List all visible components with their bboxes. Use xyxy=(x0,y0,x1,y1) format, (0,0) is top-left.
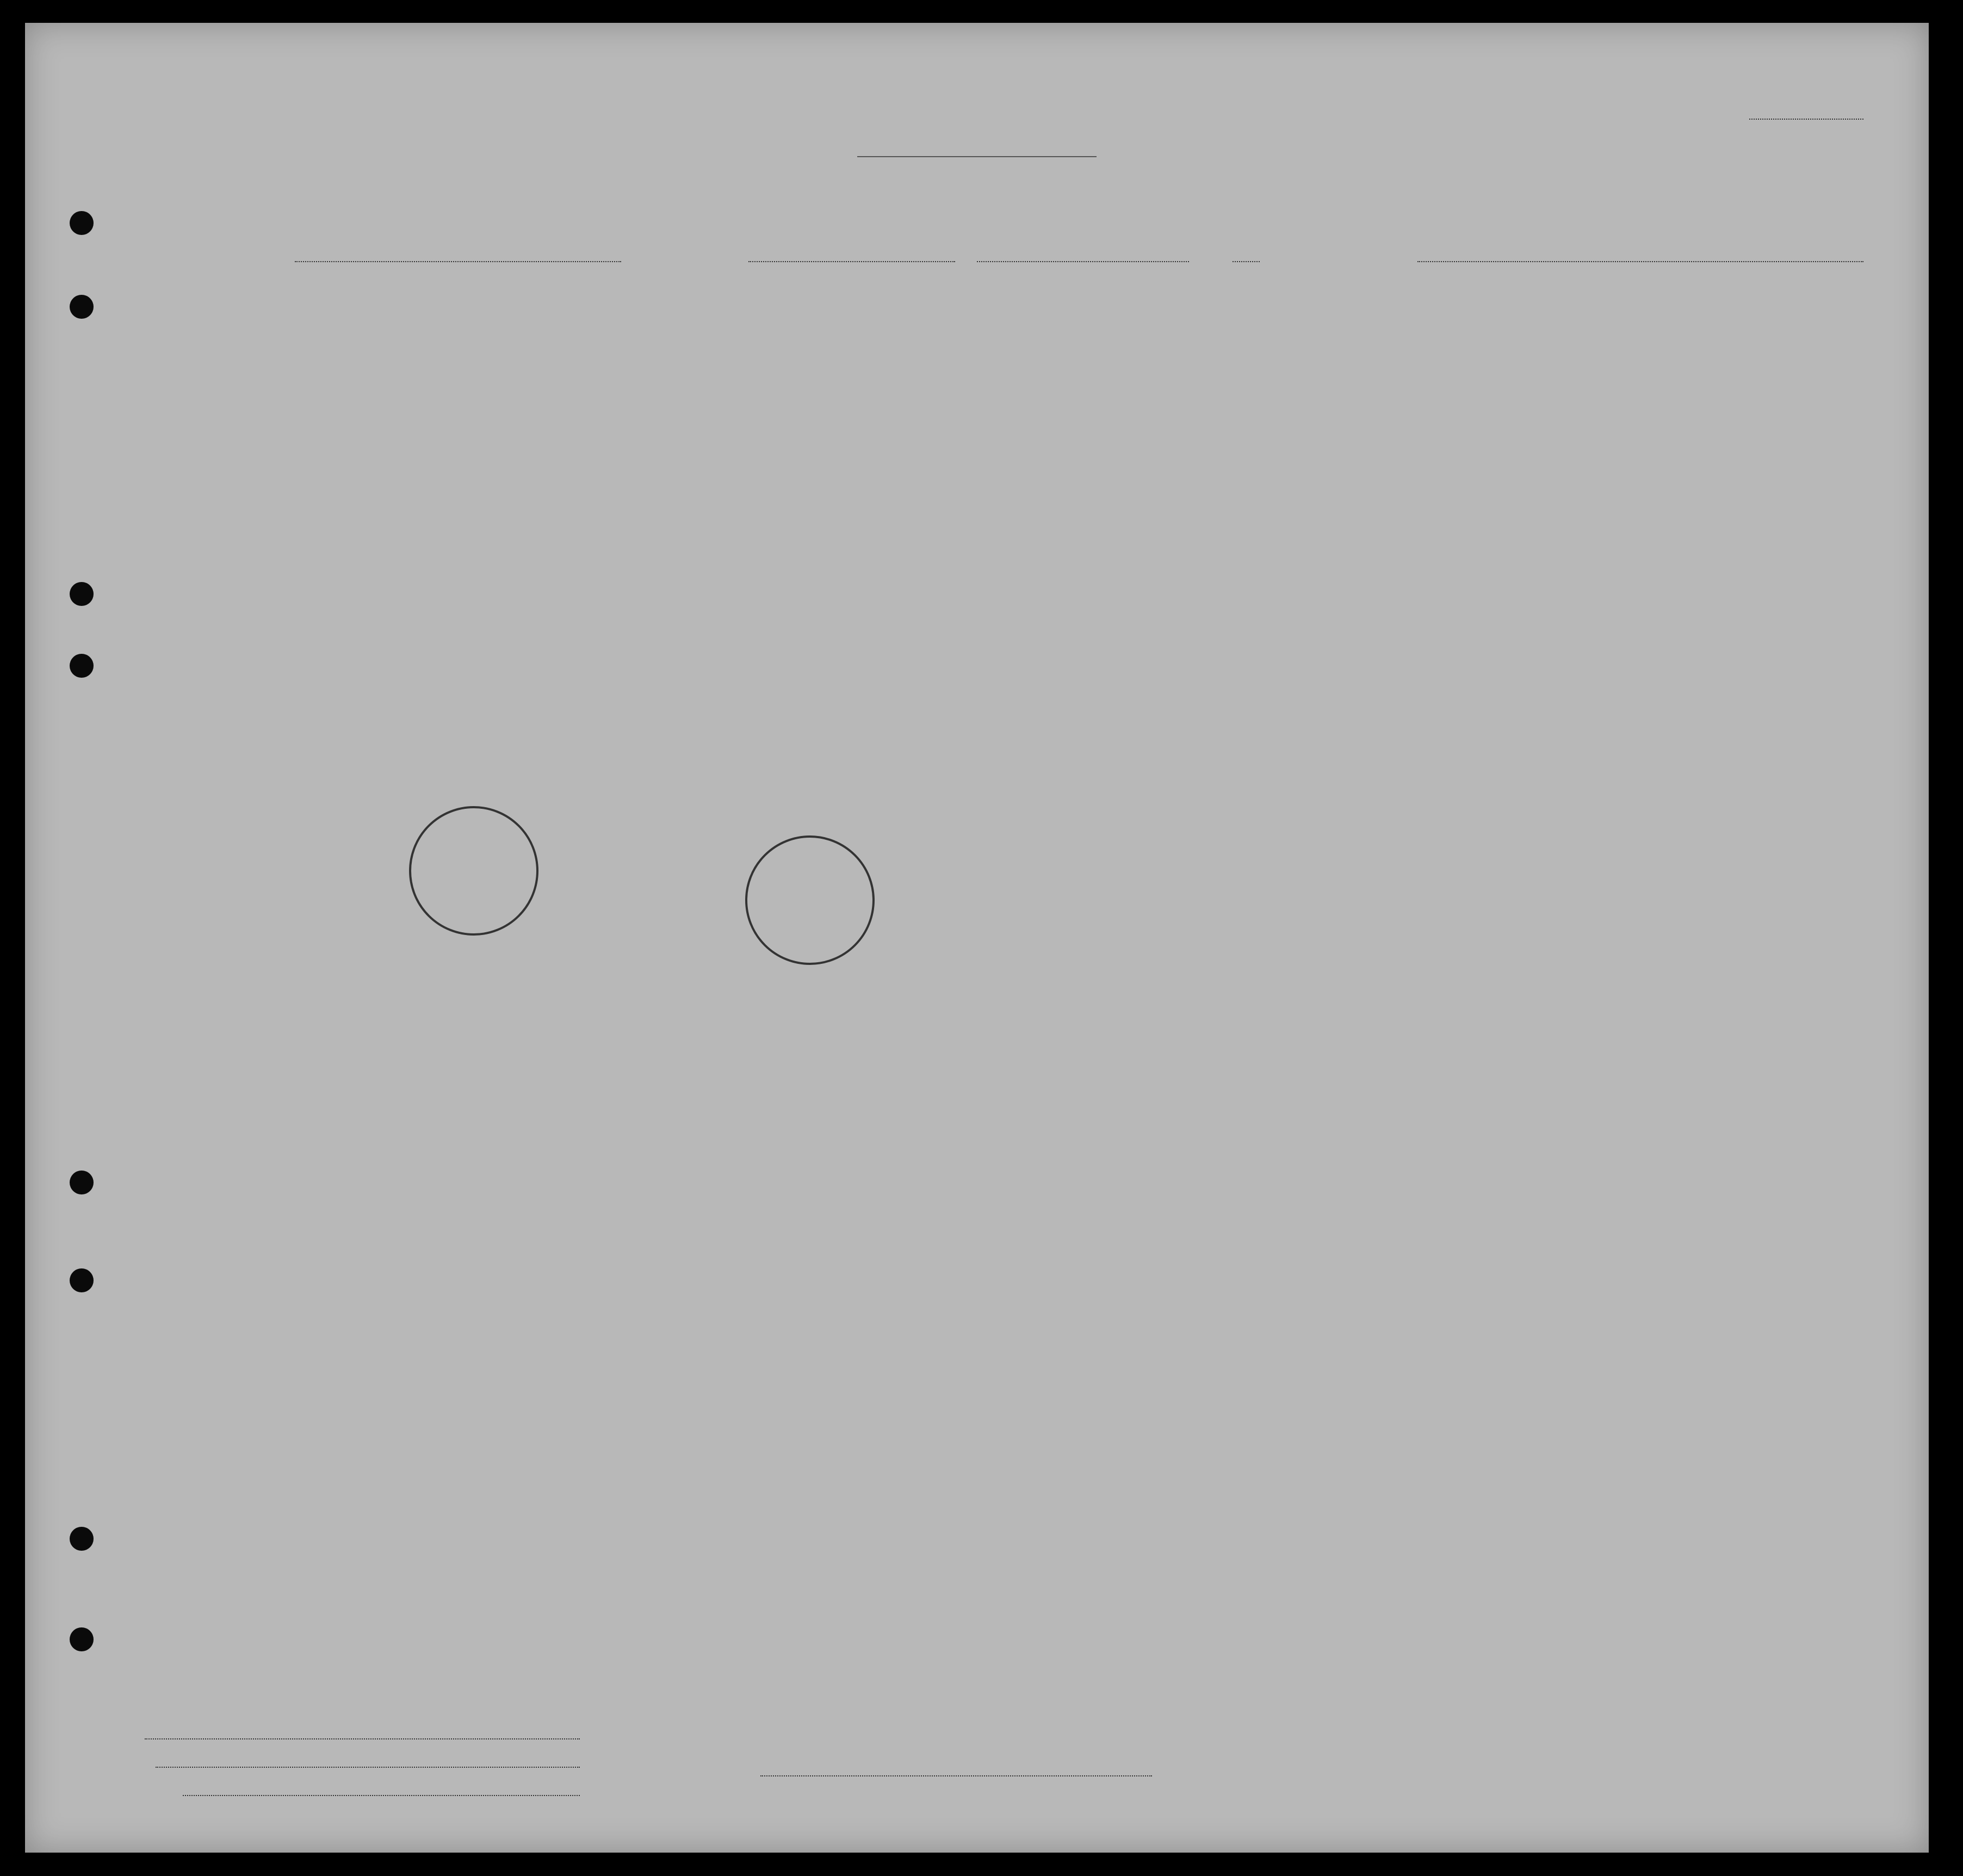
official-stamp xyxy=(745,835,875,965)
punch-hole xyxy=(70,1527,94,1551)
punch-hole xyxy=(70,1171,94,1194)
official-stamp xyxy=(409,806,538,936)
punch-hole xyxy=(70,295,94,319)
punch-hole xyxy=(70,582,94,606)
punch-hole xyxy=(70,211,94,235)
punch-hole xyxy=(70,654,94,678)
manifest-sheet xyxy=(25,23,1929,1853)
punch-hole xyxy=(70,1268,94,1292)
punch-hole xyxy=(70,1627,94,1651)
